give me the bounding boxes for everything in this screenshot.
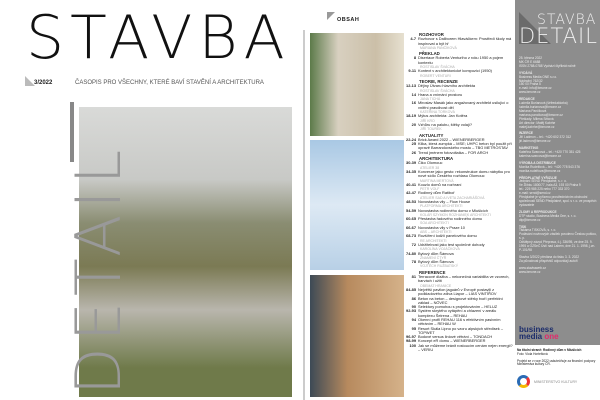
- toc-author: JANA TICHÁ: [420, 97, 441, 102]
- toc-title: Bytový dům Šámova: [418, 250, 454, 256]
- masthead-line: Ludmila Burianová (šéfredaktorka): [519, 101, 568, 106]
- toc-section-heading: PŘEKLAD: [419, 51, 440, 57]
- photo-apartment-building: [310, 33, 404, 136]
- toc-page: 60-65: [406, 216, 416, 222]
- toc-item[interactable]: [405, 170, 513, 179]
- toc-title: Beton na beton – designové stěrky tvoří perfektní základ – NÖVEC: [418, 295, 503, 305]
- toc-item[interactable]: [405, 37, 513, 46]
- masthead-line: Předplatné je vyřízeno prostřednictvím obchodní společnosti SEND Předplatné, spol. s r. o. ve prospěch vydavatele: [519, 195, 597, 207]
- table-of-contents: [405, 31, 513, 352]
- photo-atrium: [310, 140, 404, 270]
- masthead-line: Mariana Pančíková: [519, 108, 547, 113]
- toc-title: Disertace Roberta Venturiho z roku 1950 a pojem kontextu: [418, 55, 504, 65]
- toc-title: Jak se můžeme bránit rostoucím cenám nejen energií? – VERIU: [418, 342, 513, 353]
- masthead-line: monika.rudelfova@bmone.cz: [519, 168, 561, 173]
- masthead-line: mariana.pancikova@bmone.cz: [519, 112, 563, 117]
- masthead-sidebar: [515, 0, 600, 345]
- toc-page: 26: [411, 149, 416, 155]
- masthead-line: MK ČR E 6688: [519, 59, 541, 64]
- toc-title: Rozšíření lodžií panelového domu: [418, 233, 477, 239]
- toc-title: Vzhůru na palubu, štěky volají?: [418, 121, 473, 127]
- toc-page: 34-35: [406, 168, 416, 174]
- masthead-heading: TISK: [519, 224, 527, 229]
- toc-page: 14: [411, 91, 416, 97]
- toc-page: 86: [411, 295, 416, 301]
- toc-title: Udržitelnost jako test společné dohody: [418, 241, 485, 247]
- masthead-line: Art director: Matěj Kabrhe: [519, 120, 556, 125]
- masthead-line: katerina.svarcova@bmone.cz: [519, 153, 562, 158]
- toc-page: 25: [411, 141, 416, 147]
- masthead-heading: ZLOMY A REPRODUKCE: [519, 209, 557, 214]
- masthead-heading: REDAKCE: [519, 97, 535, 102]
- masthead-line: Kateřina Svarcová – tel.: +420 770 351 425: [519, 150, 581, 155]
- toc-page: 72: [411, 241, 416, 247]
- masthead-logo-top: STAVBA: [537, 12, 597, 28]
- toc-page: 9-11: [408, 68, 416, 74]
- toc-heading: OBSAH: [337, 17, 360, 23]
- vertical-title: DETAIL: [62, 143, 135, 395]
- toc-author: KAROLÍNA VOJÁČKOVÁ: [420, 247, 460, 252]
- toc-title: Novostavba vily – Flow House: [418, 198, 471, 204]
- toc-title: Rozhovor s Daliborem Hlaváčkem: Prostředí školy má inspirovat a být hř: [418, 36, 512, 46]
- toc-page: 98-99: [406, 338, 416, 344]
- toc-title: Terracové dlažba – nekonečná variabilita ve vzorech, barvách i užití: [418, 274, 510, 284]
- masthead-line: 25. března 2022: [519, 56, 543, 60]
- toc-title: Čiko Olomouc: [418, 160, 443, 166]
- masthead-line: ludmila.burianova@bmone.cz: [519, 104, 562, 109]
- toc-author: ROBERT VENTURI: [420, 73, 451, 78]
- toc-title: Resort Skála Lipno po vzoru alpských středisek – TOPWET: [418, 325, 503, 335]
- toc-author: ROSTISLAV ŠVÁCHA: [420, 88, 455, 93]
- toc-title: Selektory pomohou s projektováním – HELUZ: [418, 304, 498, 310]
- toc-author: ATELIER SAD A IVETA ZACHARIÁŠOVÁ: [420, 195, 485, 200]
- toc-page: 30-39: [406, 160, 416, 166]
- toc-page: 90: [411, 304, 416, 310]
- masthead-heading: VYDÁVÁ: [519, 70, 533, 75]
- masthead-heading: INZERCE: [519, 131, 533, 136]
- toc-author: ROSTISLAV ŠVÁCHA: [420, 65, 455, 70]
- toc-title: Okenní profil REHAU 116 s efektivním pasivním větráním – REHAU W: [418, 317, 501, 327]
- masthead-line: Stavba 3/2022 předána do tisku 3. 3. 2022: [519, 254, 580, 259]
- toc-title: Kouzlo domů na rozhraní: [418, 181, 462, 187]
- toc-section-heading: AKTUALITY: [419, 132, 444, 138]
- toc-title: Konverze jako gesto: rekonstrukce domu nábytku pro nové sídlo Českého rozhlasu Olomouc: [418, 168, 510, 179]
- toc-page: 74-80: [406, 250, 416, 256]
- toc-page: 18-19: [406, 113, 416, 119]
- masthead-line: e-mail: send@send.cz: [519, 191, 551, 196]
- masthead-line: matej.kabrhe@bmone.cz: [519, 124, 555, 129]
- page-gutter: [303, 30, 305, 400]
- toc-title: Systém skrytého vytápění a chlazení v areálu komplexu Šelrena – REHAU: [418, 308, 497, 318]
- toc-author: ATELIER 38: [420, 165, 440, 170]
- toc-page: 92-93: [406, 308, 416, 314]
- toc-title: Přestavba řadového rodinného domu: [418, 216, 483, 222]
- masthead-line: Jiří Ladmon – tel.: +420 602 372 312: [519, 135, 572, 140]
- toc-page: 84-85: [406, 286, 416, 292]
- issue-number: 3/2022: [34, 80, 53, 86]
- toc-author: SOA ARCHITEKTI: [420, 221, 449, 226]
- toc-item[interactable]: [405, 344, 513, 353]
- toc-author: ZNAMENÍ ČTYŘ: [420, 255, 447, 260]
- photo-credit: Foto: Viola Horteltová: [517, 351, 548, 356]
- toc-title: Koncept eR domu – WIENERBERGER: [418, 338, 486, 344]
- toc-title: Brick Award 2022 – WIENERBERGER: [418, 136, 485, 142]
- toc-author: ABS – ARCHITEKTI: [420, 230, 452, 235]
- masthead-line: jiri.ladmon@bmone.cz: [519, 139, 551, 144]
- toc-page: 94: [411, 317, 416, 322]
- toc-title: Novostavba vily v Praze 10: [418, 224, 465, 230]
- toc-author: JIŘÍ TOUREK: [420, 127, 442, 132]
- masthead-line: Ve Žlíbku 1800/77, hala A3, 193 00 Praha 9: [519, 183, 581, 188]
- masthead-line: www.bmone.cz: [519, 90, 541, 95]
- toc-page: 20: [411, 121, 416, 127]
- toc-title: Hrana a vnímání prostoru: [418, 91, 463, 97]
- toc-author: OBEMAT HRANICE: [420, 283, 452, 288]
- masthead-line: DTP studio, Business Media One, s. r. o.: [519, 213, 577, 218]
- masthead-line: Business Media ONE s.r.o.: [519, 74, 558, 79]
- masthead-info: [519, 54, 599, 275]
- toc-author: PETR VOLF: [420, 187, 440, 192]
- toc-page: 4-7: [410, 36, 416, 42]
- masthead-logo-bottom: DETAIL: [519, 24, 598, 48]
- masthead-heading: VÝROBA A DISTRIBUCE: [519, 160, 556, 165]
- toc-page: 8: [413, 55, 416, 61]
- triangle-mark-icon: [327, 12, 335, 20]
- masthead-line: Monika Rudelfová – tel.: +420 778 543 376: [519, 164, 580, 169]
- masthead-line: Tiskárna TISKOVÁ, s. r. o.: [519, 228, 557, 233]
- toc-title: Novostavba rodinného domu v Mlušicích: [418, 207, 489, 213]
- toc-page: 95: [411, 325, 416, 331]
- toc-section-heading: ROZHOVOR: [419, 32, 444, 37]
- masthead-line: www.bmone.cz: [519, 269, 541, 274]
- masthead-line: dtp@bmone.cz: [519, 217, 541, 222]
- toc-page: 100: [409, 342, 416, 348]
- masthead-line: e-mail: info@bmone.cz: [519, 86, 552, 91]
- toc-title: Kontext v architektonické kompozici (1950): [418, 68, 492, 74]
- toc-author: RE ARCHITEKTI: [420, 238, 447, 243]
- toc-page: 68-73: [406, 233, 416, 239]
- cover-caption: Na titulní straně: Rodinný dům v Mlušicích: [517, 348, 582, 352]
- masthead-line: Překlady: Milena Srbová: [519, 116, 554, 121]
- toc-page: 54-59: [406, 207, 416, 213]
- toc-title: Trend jménem fotovoltaika – FOR ARCH: [418, 149, 489, 155]
- masthead-line: Za původnost příspěvků odpovídají autoři: [519, 258, 578, 263]
- toc-author: KOLÁR SZYMON ROZHANIĘK ARCHITEKTI: [420, 212, 491, 217]
- masthead-heading: PŘEDPLATNÉ VYŘIZUJE: [519, 175, 557, 180]
- magazine-title: STAVBA: [26, 3, 291, 73]
- toc-section-heading: REFERENCE: [419, 269, 446, 275]
- credits: [517, 349, 600, 367]
- toc-title: Miroslav Masák jako angažovaný architekt usilující o vnitřní pravdivost děl: [418, 100, 509, 110]
- toc-item[interactable]: [405, 56, 513, 65]
- toc-title: Klika, která zumpká – MSE; UHPC beton byl použit při opravě Barrandovského mostu – TBG METROSTAV: [418, 141, 512, 151]
- logo-text: business: [519, 325, 554, 334]
- logo-text: media: [519, 332, 543, 341]
- toc-page: 78: [411, 259, 416, 265]
- toc-title: Dějiny Útvaru hlavního architekta: [418, 83, 476, 89]
- toc-page: 48-53: [406, 198, 416, 204]
- toc-title: Bytový dům Šámova: [418, 259, 454, 265]
- toc-author: PLATFORMA ARCHITEKTI: [420, 204, 463, 209]
- toc-title: Největší pavilon jaguárů v Evropě postavili z podkladového zdiva Liapor – LIAS VINTÍŘOV: [418, 286, 497, 297]
- ministry-name: MINISTERSTVO KULTURY: [534, 379, 578, 384]
- toc-page: 81: [411, 274, 416, 280]
- toc-title: Bodové versus liniové větrání – TONDACH: [418, 334, 493, 340]
- masthead-line: www.stavbaweb.cz: [519, 265, 546, 270]
- publisher-logo: [519, 326, 559, 340]
- toc-page: 40-41: [406, 181, 416, 187]
- toc-page: 22-24: [406, 136, 416, 142]
- masthead-line: Nádražní 762/32: [519, 78, 543, 83]
- toc-author: VOJTĚCH RUŽBATSKÝ: [420, 264, 459, 269]
- ministry-emblem-icon: [517, 375, 530, 388]
- toc-page: 42-47: [406, 190, 416, 196]
- tagline: ČASOPIS PRO VŠECHNY, KTERÉ BAVÍ STAVĚNÍ A ARCHITEKTURA: [75, 80, 264, 86]
- masthead-line: 150 00 Praha 5: [519, 82, 541, 87]
- toc-item[interactable]: [405, 151, 513, 155]
- masthead-line: ISSN 2788-0788 Vychází čtyřikrát ročně: [519, 63, 576, 68]
- toc-section-heading: TEORIE, RECENZE: [419, 78, 458, 84]
- toc-page: 66-67: [406, 224, 416, 230]
- toc-page: 16: [411, 100, 416, 106]
- logo-text: one: [544, 332, 559, 341]
- toc-title: Mýtus architekta: Jan Kotěra: [418, 113, 468, 119]
- toc-author: JIŘÍ KRO: [420, 118, 435, 123]
- masthead-line: Odštěpný závod Přeprava, č.j. 336/95, ze dne 25. 9. 1995 a OZSeČ Ústí nad Labem, dne 21. 1. 1998, j.zn. P-101/98: [519, 240, 596, 252]
- toc-page: 12-13: [406, 83, 416, 89]
- masthead-heading: MARKETING: [519, 146, 539, 151]
- ministry-logo: [517, 375, 577, 388]
- toc-author: MARIANA PANČÍKOVÁ: [420, 45, 457, 50]
- masthead-line: Podávání novinových zásilek povoleno Českou poštou, s. p.: [519, 232, 597, 241]
- support-note: Projekt se v roce 2022 uskutečňuje za finanční podpory Ministerstva kultury ČR.: [517, 358, 596, 367]
- toc-item[interactable]: [405, 101, 513, 110]
- toc-section-heading: ARCHITEKTURA: [419, 156, 454, 162]
- masthead-line: tel.: 225 985 225 nebo 777 333 370: [519, 187, 570, 192]
- toc-item[interactable]: [405, 275, 513, 284]
- toc-author: MARTINA MERTOVÁ: [420, 178, 454, 183]
- photo-staircase: [310, 275, 404, 397]
- masthead-line: Jednání SEND Předplatné, s. r. o.: [519, 179, 567, 184]
- toc-author: KATEŘINA TORKOVÁ: [420, 110, 456, 115]
- toc-page: 96-97: [406, 334, 416, 340]
- toc-title: Rodinný dům Ratiboř: [418, 190, 455, 196]
